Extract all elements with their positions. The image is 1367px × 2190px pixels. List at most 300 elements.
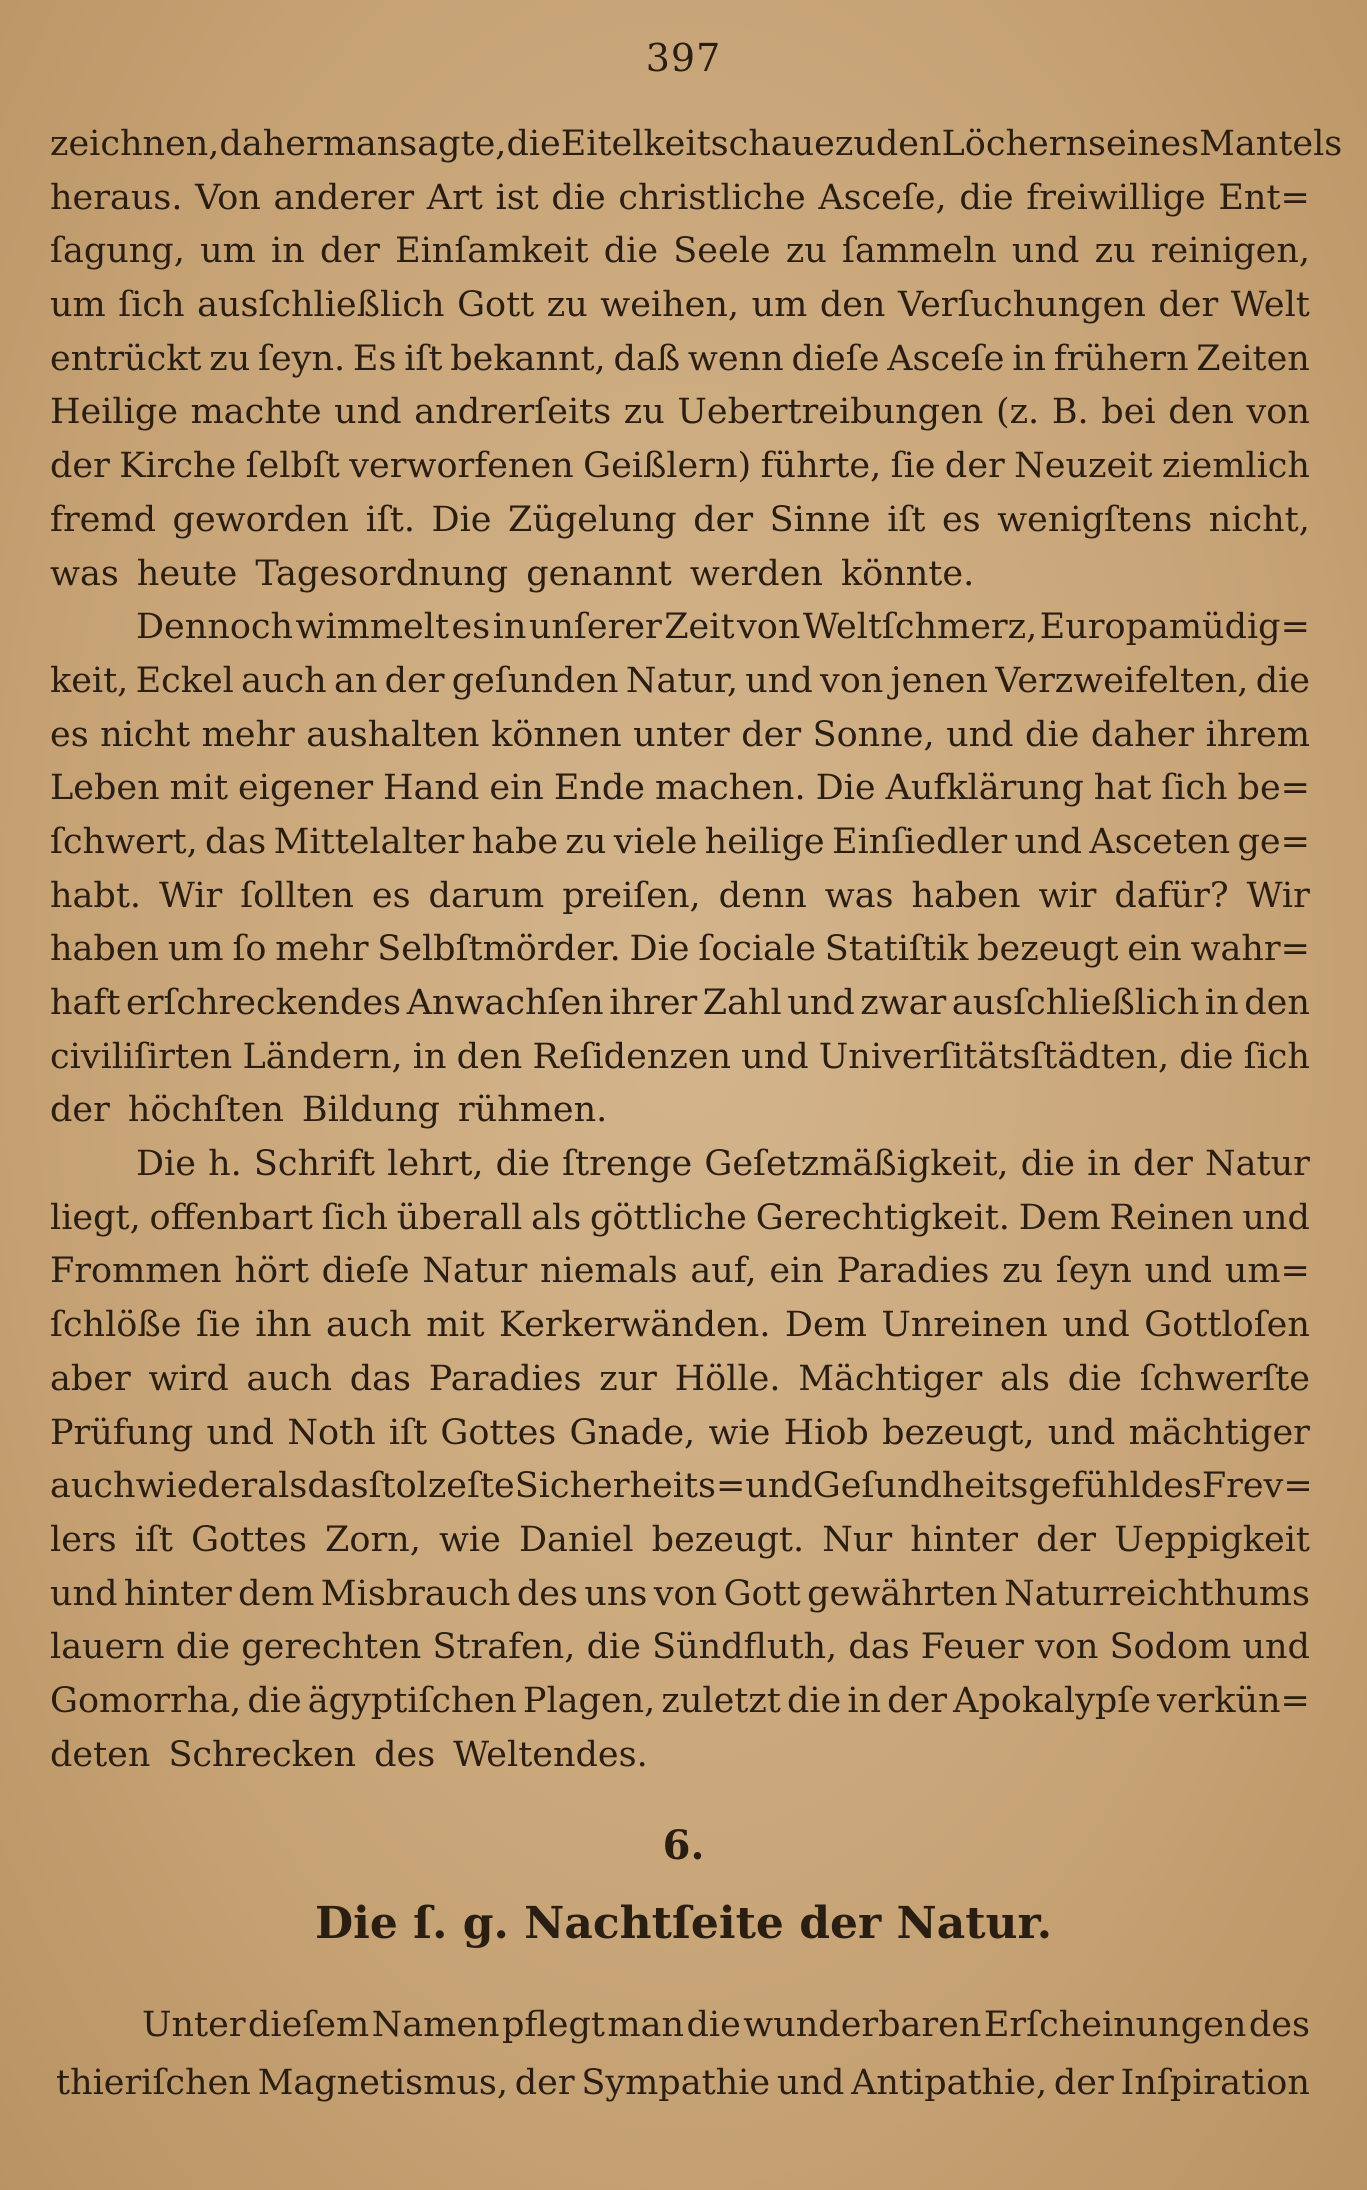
word: nicht — [100, 714, 191, 755]
word: Mantels — [1199, 124, 1343, 164]
word: Magnetismus, — [257, 2063, 508, 2103]
word: unter — [633, 714, 730, 755]
word: ſie — [890, 446, 936, 487]
word: und — [1047, 1412, 1116, 1453]
word: und — [334, 392, 402, 433]
word: dieſem — [248, 2005, 370, 2045]
word: Ende — [553, 768, 646, 809]
word: was — [824, 875, 894, 916]
word: Weltendes. — [453, 1734, 648, 1775]
word: denn — [718, 875, 807, 916]
word: von — [1035, 1627, 1099, 1668]
word: was — [50, 553, 119, 594]
word: Kirche — [119, 446, 237, 487]
text-line — [50, 1460, 1313, 1514]
text-line — [50, 1353, 1310, 1407]
paragraph — [50, 118, 1343, 601]
word: Sinne — [769, 499, 871, 540]
word: Welt — [1230, 285, 1310, 326]
word: der — [319, 231, 380, 272]
word: bekannt, — [450, 338, 606, 379]
word: ſie — [195, 1305, 241, 1346]
section-number: 6. — [662, 1822, 705, 1869]
text-line — [50, 279, 1310, 333]
word: Tagesordnung — [255, 553, 509, 594]
word: mächtiger — [1128, 1412, 1310, 1453]
word: zur — [599, 1358, 657, 1399]
word: machen. — [655, 768, 806, 809]
word: iſt — [134, 1519, 173, 1560]
word: ſeyn — [1055, 1251, 1132, 1292]
text-line — [50, 118, 1343, 172]
word: Geſundheitsgefühl — [812, 1466, 1141, 1507]
word: Ueppigkeit — [1114, 1519, 1310, 1560]
word: in — [412, 1036, 447, 1077]
word: und — [745, 660, 813, 701]
word: Aufklärung — [885, 768, 1084, 809]
word: Daniel — [518, 1519, 634, 1560]
word: Prüfung — [50, 1412, 194, 1453]
word: Mächtiger — [798, 1358, 983, 1399]
word: ſo — [232, 929, 267, 970]
word: Die — [629, 929, 690, 970]
word: wir — [1038, 875, 1097, 916]
word: ihrem — [1205, 714, 1310, 755]
word: wie — [708, 1412, 771, 1453]
word: Geißlern) — [583, 446, 752, 487]
word: könnte. — [840, 553, 975, 594]
word: um — [167, 929, 224, 970]
word: Zahl — [702, 983, 782, 1023]
word: und — [1144, 1251, 1213, 1292]
word: be= — [1237, 768, 1310, 809]
word: die — [603, 231, 659, 272]
text-line — [50, 1675, 1310, 1729]
word: von — [653, 1573, 718, 1614]
word: Natur, — [625, 660, 738, 701]
word: und — [1014, 821, 1082, 862]
word: Inſpiration — [1120, 2063, 1310, 2103]
word: dafür? — [1114, 875, 1229, 916]
text-line — [50, 1568, 1310, 1622]
word: reinigen, — [1150, 231, 1310, 272]
word: ist — [495, 177, 539, 218]
text-line — [50, 1514, 1310, 1568]
word: Die — [431, 499, 492, 540]
word: Paradies — [428, 1358, 582, 1399]
word: Plagen, — [522, 1680, 656, 1721]
body-text — [50, 118, 1343, 1782]
word: Art — [426, 177, 483, 218]
word: Feuer — [920, 1627, 1024, 1668]
word: ſchwerſte — [1139, 1358, 1310, 1399]
word: christliche — [618, 177, 806, 218]
word: ſtolzeſte — [368, 1466, 515, 1507]
word: Zügelung — [508, 499, 677, 540]
text-line — [50, 816, 1310, 870]
word: Natur — [1205, 1144, 1310, 1185]
word: ſollten — [240, 875, 354, 916]
word: ſagung, — [50, 231, 185, 272]
word: um= — [1224, 1251, 1310, 1292]
word: mehr — [201, 714, 295, 755]
word: Eitelkeit — [560, 124, 711, 164]
word: Verzweifelten, — [995, 660, 1249, 701]
word: schaue — [710, 124, 835, 164]
word: in — [1204, 983, 1239, 1023]
text-line — [50, 1138, 1310, 1192]
word: haft — [50, 983, 121, 1023]
word: Gott — [457, 285, 535, 326]
word: Noth — [287, 1412, 376, 1453]
word: ſchlöße — [50, 1305, 182, 1346]
word: Statiſtik — [824, 929, 969, 970]
word: des — [1248, 2005, 1310, 2045]
word: ſich — [1161, 768, 1228, 809]
word: führte, — [760, 446, 882, 487]
word: um — [200, 231, 256, 272]
word: Sündfluth, — [652, 1627, 838, 1668]
word: Dennoch — [136, 607, 294, 648]
word: man — [322, 124, 400, 164]
word: werden — [689, 553, 823, 594]
word: lauern — [50, 1627, 165, 1668]
word: uns — [584, 1573, 648, 1614]
word: iſt — [404, 338, 443, 379]
word: wieder — [135, 1466, 258, 1507]
word: und — [745, 1466, 813, 1507]
word: Von — [195, 177, 261, 218]
word: preiſen, — [562, 875, 701, 916]
text-line — [50, 1245, 1310, 1299]
word: darum — [428, 875, 545, 916]
word: keit, — [50, 660, 129, 701]
word: entrückt — [50, 338, 202, 379]
word: Einſamkeit — [395, 231, 589, 272]
word: das — [848, 1627, 910, 1668]
word: ge= — [1237, 821, 1310, 862]
word: Zeiten — [1196, 338, 1310, 379]
word: Ländern, — [242, 1036, 403, 1077]
word: Eckel — [135, 660, 234, 701]
text-line — [50, 1729, 1310, 1783]
page-number: 397 — [645, 36, 722, 80]
word: es — [50, 714, 89, 755]
word: machte — [190, 392, 322, 433]
text-line — [56, 2054, 1310, 2112]
word: die — [686, 2005, 741, 2045]
word: auch — [50, 1466, 136, 1507]
text-line — [50, 548, 1310, 602]
word: ſich — [118, 285, 185, 326]
word: zu — [209, 338, 251, 379]
word: den — [875, 124, 942, 164]
paragraph — [50, 1138, 1313, 1782]
word: verworfenen — [349, 446, 574, 487]
word: haben — [911, 875, 1021, 916]
word: auch — [241, 660, 327, 701]
word: Weltſchmerz, — [802, 607, 1038, 648]
word: iſt — [887, 499, 926, 540]
word: Verſuchungen — [898, 285, 1146, 326]
word: frühern — [1053, 338, 1189, 379]
word: der — [1036, 1519, 1097, 1560]
text-line — [50, 709, 1310, 763]
word: die — [247, 1680, 302, 1721]
word: Dem — [784, 1305, 867, 1346]
word: lehrt, — [387, 1144, 484, 1185]
text-line — [50, 333, 1310, 387]
word: Hiob — [783, 1412, 869, 1453]
word: ſelbſt — [245, 446, 340, 487]
word: wimmelt — [295, 607, 450, 648]
word: dieſe — [321, 1251, 410, 1292]
text-line — [50, 923, 1310, 977]
word: heute — [136, 553, 238, 594]
word: und — [1242, 1197, 1310, 1238]
word: in — [1087, 1144, 1121, 1185]
word: zu — [623, 392, 665, 433]
word: Leben — [50, 768, 160, 809]
word: Schrift — [253, 1144, 375, 1185]
word: zuletzt — [661, 1680, 781, 1721]
word: habt. — [50, 875, 142, 916]
word: erſchreckendes — [126, 983, 402, 1023]
word: dem — [238, 1573, 315, 1614]
word: seines — [1088, 124, 1200, 164]
word: als — [531, 1197, 582, 1238]
text-line — [50, 870, 1310, 924]
word: um — [50, 285, 106, 326]
word: Uebertreibungen — [677, 392, 984, 433]
word: weihen, — [600, 285, 740, 326]
word: das — [205, 821, 267, 862]
word: Strafen, — [432, 1627, 576, 1668]
word: von — [820, 660, 884, 701]
word: ausſchließlich — [197, 285, 445, 326]
word: von — [736, 607, 801, 648]
word: die — [175, 1627, 231, 1668]
word: Sodom — [1109, 1627, 1232, 1668]
word: Natur — [422, 1251, 528, 1292]
word: Gottes — [440, 1412, 557, 1453]
word: bezeugt — [977, 929, 1119, 970]
word: und — [50, 1573, 118, 1614]
word: gewährten — [807, 1573, 998, 1614]
word: Ent= — [1218, 177, 1310, 218]
word: hört — [234, 1251, 309, 1292]
word: Reinen — [1109, 1197, 1234, 1238]
word: hat — [1093, 768, 1152, 809]
word: Seele — [673, 231, 771, 272]
word: Sympathie — [581, 2063, 771, 2103]
word: wie — [438, 1519, 501, 1560]
word: Es — [352, 338, 397, 379]
word: es — [451, 607, 491, 648]
text-line — [50, 655, 1310, 709]
word: Neuzeit — [1014, 446, 1153, 487]
word: Antipathie, — [851, 2063, 1048, 2103]
word: ägyptiſchen — [307, 1680, 517, 1721]
word: zu — [546, 285, 588, 326]
word: Hölle. — [674, 1358, 781, 1399]
word: der — [1158, 285, 1219, 326]
word: Gnade, — [569, 1412, 696, 1453]
word: ihrer — [609, 983, 698, 1023]
word: den — [1244, 983, 1310, 1023]
word: daher — [219, 124, 323, 164]
word: und — [776, 2063, 845, 2103]
word: Sonne, — [812, 714, 935, 755]
word: Reſidenzen — [532, 1036, 732, 1077]
text-line — [50, 1407, 1310, 1461]
word: Zeit — [664, 607, 735, 648]
word: zu — [785, 231, 827, 272]
word: als — [257, 1466, 308, 1507]
text-line — [50, 1192, 1310, 1246]
word: lers — [50, 1519, 117, 1560]
word: können — [491, 714, 622, 755]
word: der — [741, 714, 802, 755]
word: auch — [326, 1305, 412, 1346]
word: iſt. — [365, 499, 415, 540]
word: mehr — [275, 929, 369, 970]
word: B. — [1051, 392, 1089, 433]
word: des — [516, 1573, 578, 1614]
word: Naturreichthums — [1004, 1573, 1310, 1614]
text-line — [50, 225, 1310, 279]
word: der — [887, 1680, 948, 1721]
word: habe — [471, 821, 559, 862]
text-line — [56, 1996, 1310, 2054]
word: sagte, — [399, 124, 507, 164]
section-paragraph — [56, 1996, 1310, 2112]
word: gerechten — [241, 1627, 422, 1668]
word: mit — [169, 768, 229, 809]
word: hinter — [910, 1519, 1019, 1560]
word: Asceſe, — [818, 177, 947, 218]
word: an — [333, 660, 378, 701]
word: Unter — [142, 2005, 246, 2045]
word: als — [999, 1358, 1050, 1399]
text-line — [50, 386, 1310, 440]
text-line — [50, 1031, 1310, 1085]
word: Erſcheinungen — [983, 2005, 1247, 2045]
word: es — [941, 499, 981, 540]
word: Anwachſen — [406, 983, 604, 1023]
word: offenbart — [149, 1197, 313, 1238]
word: bezeugt. — [651, 1519, 805, 1560]
word: fremd — [50, 499, 156, 540]
word: ein — [1127, 929, 1182, 970]
section-title: Die ſ. g. Nachtſeite der Natur. — [314, 1898, 1053, 1949]
word: Univerſitätsſtädten, — [818, 1036, 1170, 1077]
word: wahr= — [1190, 929, 1310, 970]
word: thieriſchen — [56, 2063, 251, 2103]
word: Schrecken — [168, 1734, 357, 1775]
text-line — [50, 601, 1310, 655]
word: in — [847, 1680, 882, 1721]
word: genannt — [526, 553, 672, 594]
word: Die — [136, 1144, 196, 1185]
word: und — [1062, 1305, 1130, 1346]
word: in — [271, 231, 305, 272]
word: das — [307, 1466, 369, 1507]
word: pflegt — [502, 2005, 605, 2045]
word: Asceten — [1089, 821, 1231, 862]
word: überall — [396, 1197, 523, 1238]
word: geſunden — [451, 660, 619, 701]
word: Hand — [383, 768, 480, 809]
word: der — [944, 446, 1005, 487]
word: in — [1012, 338, 1046, 379]
text-line — [50, 977, 1310, 1031]
word: Gomorrha, — [50, 1680, 242, 1721]
word: der — [50, 1090, 110, 1131]
word: ihn — [255, 1305, 312, 1346]
word: der — [1133, 1144, 1193, 1185]
word: die — [959, 177, 1014, 218]
word: ziemlich — [1161, 446, 1310, 487]
word: die — [506, 124, 561, 164]
word: es — [371, 875, 411, 916]
word: daher — [1090, 714, 1195, 755]
word: Europamüdig= — [1039, 607, 1310, 648]
word: Misbrauch — [320, 1573, 511, 1614]
word: dieſe — [791, 338, 880, 379]
word: auch — [246, 1358, 333, 1399]
word: Frev= — [1201, 1466, 1313, 1507]
word: liegt, — [50, 1197, 141, 1238]
word: zu — [565, 821, 607, 862]
word: heilige — [704, 821, 825, 862]
word: eigener — [238, 768, 374, 809]
word: Gott — [723, 1573, 801, 1614]
word: zu — [1094, 231, 1136, 272]
text-line — [50, 440, 1310, 494]
text-line — [50, 1621, 1310, 1675]
word: Löchern — [941, 124, 1088, 164]
word: der — [514, 2063, 575, 2103]
word: Kerkerwänden. — [498, 1305, 771, 1346]
word: der — [1053, 2063, 1114, 2103]
word: und — [946, 714, 1014, 755]
word: Gerechtigkeit. — [755, 1197, 1010, 1238]
word: um — [751, 285, 808, 326]
word: mit — [426, 1305, 485, 1346]
word: bei — [1101, 392, 1156, 433]
word: Mittelalter — [273, 821, 465, 862]
word: niemals — [539, 1251, 678, 1292]
text-line — [50, 1084, 1310, 1138]
word: die — [551, 177, 606, 218]
word: das — [349, 1358, 412, 1399]
word: aushalten — [306, 714, 480, 755]
word: den — [456, 1036, 523, 1077]
word: den — [1168, 392, 1234, 433]
word: Paradies — [836, 1251, 990, 1292]
word: verkün= — [1157, 1680, 1310, 1721]
word: und — [1011, 231, 1080, 272]
word: Apokalypſe — [953, 1680, 1151, 1721]
word: viele — [613, 821, 698, 862]
word: aber — [50, 1358, 131, 1399]
word: nicht, — [1208, 499, 1310, 540]
word: Wir — [1246, 875, 1310, 916]
word: von — [1246, 392, 1310, 433]
word: wunderbaren — [743, 2005, 982, 2045]
word: unſerer — [528, 607, 662, 648]
